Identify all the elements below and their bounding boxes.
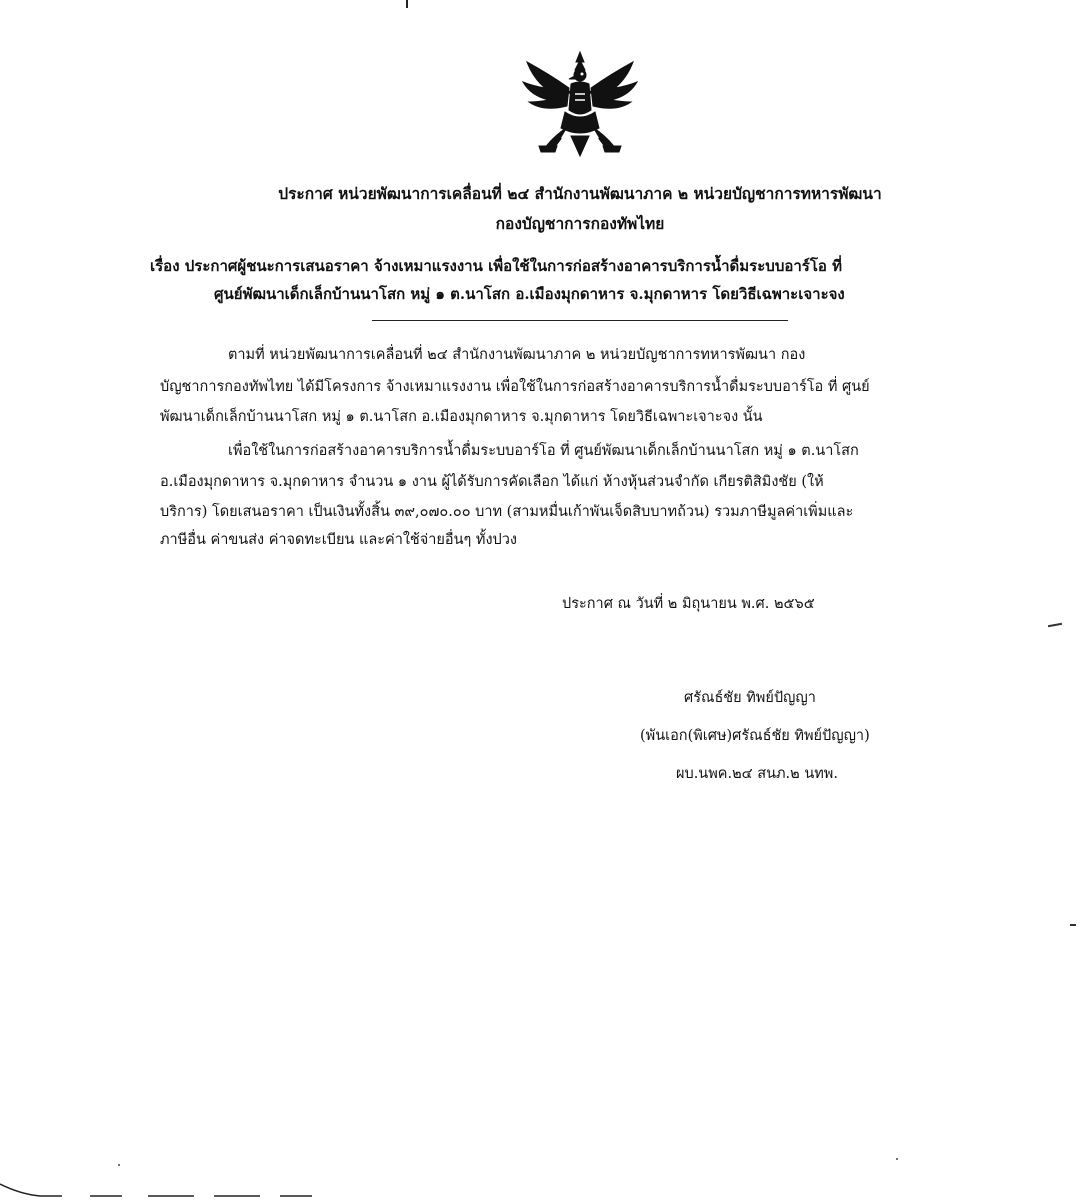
scan-mark	[1048, 623, 1062, 627]
announcement-date: ประกาศ ณ วันที่ ๒ มิถุนายน พ.ศ. ๒๕๖๕	[562, 596, 815, 612]
scan-edge-lines	[0, 1176, 360, 1200]
body-paragraph-line: บัญชาการกองทัพไทย ได้มีโครงการ จ้างเหมาแรงงาน เพื่อใช้ในการก่อสร้างอาคารบริการน้ำดื่มระบบอาร์โอ ที่ ศูนย์	[160, 379, 870, 395]
body-paragraph-line: พัฒนาเด็กเล็กบ้านนาโสก หมู่ ๑ ต.นาโสก อ.เมืองมุกดาหาร จ.มุกดาหาร โดยวิธีเฉพาะเจาะจง นั้น	[160, 409, 763, 425]
signatory-full-name: (พันเอก(พิเศษ)ศรัณธ์ชัย ทิพย์ปัญญา)	[640, 728, 870, 744]
scan-mark	[1070, 924, 1076, 926]
garuda-emblem-icon	[515, 48, 645, 160]
subject-line-continued: ศูนย์พัฒนาเด็กเล็กบ้านนาโสก หมู่ ๑ ต.นาโสก อ.เมืองมุกดาหาร จ.มุกดาหาร โดยวิธีเฉพาะเจาะจง	[214, 285, 845, 303]
body-paragraph-line: เพื่อใช้ในการก่อสร้างอาคารบริการน้ำดื่มระบบอาร์โอ ที่ ศูนย์พัฒนาเด็กเล็กบ้านนาโสก หมู่ ๑ ต.นาโสก	[228, 443, 859, 459]
title-divider	[372, 320, 788, 321]
body-paragraph-line: ภาษีอื่น ค่าขนส่ง ค่าจดทะเบียน และค่าใช้จ่ายอื่นๆ ทั้งปวง	[160, 532, 517, 548]
scan-mark	[406, 0, 408, 8]
scan-speck	[896, 1158, 898, 1160]
subject-line: เรื่อง ประกาศผู้ชนะการเสนอราคา จ้างเหมาแรงงาน เพื่อใช้ในการก่อสร้างอาคารบริการน้ำดื่มระบบอาร์โอ ที่	[150, 257, 843, 275]
body-paragraph-line: ตามที่ หน่วยพัฒนาการเคลื่อนที่ ๒๔ สำนักงานพัฒนาภาค ๒ หน่วยบัญชาการทหารพัฒนา กอง	[228, 347, 806, 363]
body-paragraph-line: อ.เมืองมุกดาหาร จ.มุกดาหาร จำนวน ๑ งาน ผู้ได้รับการคัดเลือก ได้แก่ ห้างหุ้นส่วนจำกัด เกียรติสิมิงชัย (ให้	[160, 474, 824, 490]
signatory-position: ผบ.นพค.๒๔ สนภ.๒ นทพ.	[676, 766, 838, 782]
announcement-title: ประกาศ หน่วยพัฒนาการเคลื่อนที่ ๒๔ สำนักงานพัฒนาภาค ๒ หน่วยบัญชาการทหารพัฒนา	[278, 184, 882, 203]
scan-speck	[118, 1164, 120, 1166]
body-paragraph-line: บริการ) โดยเสนอราคา เป็นเงินทั้งสิ้น ๓๙,๐๗๐.๐๐ บาท (สามหมื่นเก้าพันเจ็ดสิบบาทถ้วน) รวมภาษีมูลค่าเพิ่มและ	[160, 504, 854, 520]
signature-name: ศรัณธ์ชัย ทิพย์ปัญญา	[684, 690, 816, 706]
announcement-title-org: กองบัญชาการกองทัพไทย	[495, 214, 665, 233]
